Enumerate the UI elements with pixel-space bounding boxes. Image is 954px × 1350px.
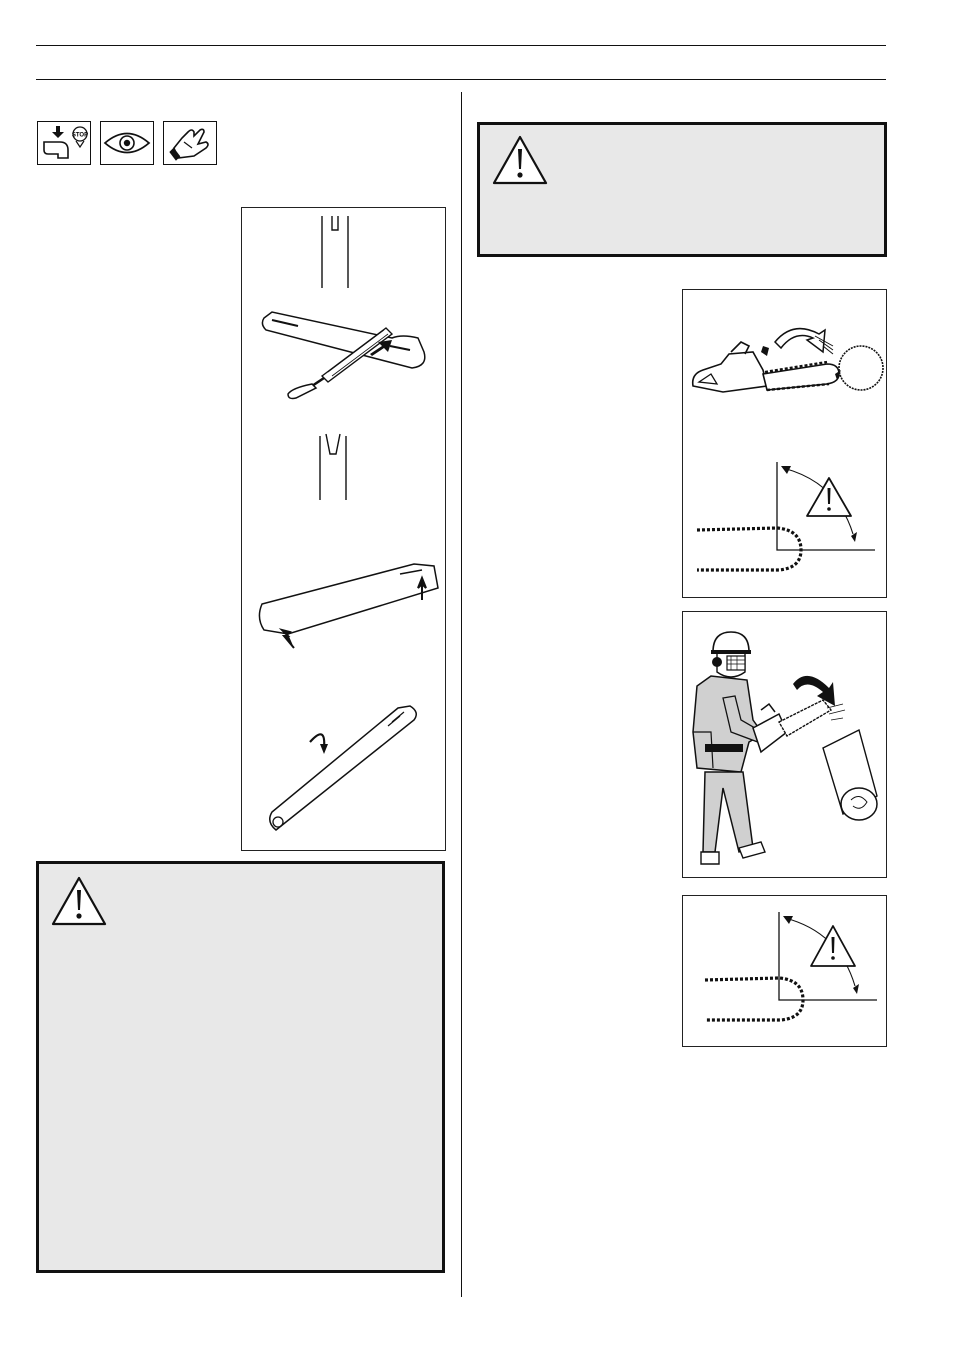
stop-engine-icon bbox=[37, 121, 91, 165]
header-rule-bottom bbox=[36, 79, 886, 80]
kickback-zone-illustration bbox=[682, 289, 887, 598]
warning-triangle-icon bbox=[49, 874, 109, 928]
bar-groove-filing-illustration bbox=[241, 207, 446, 851]
eye-protection-icon bbox=[100, 121, 154, 165]
operator-kickback-illustration bbox=[682, 611, 887, 878]
warning-triangle-icon bbox=[490, 133, 550, 187]
chain-angle-warning-illustration bbox=[682, 895, 887, 1047]
header-rule-top bbox=[36, 45, 886, 46]
svg-text:STOP: STOP bbox=[71, 132, 89, 139]
protective-gloves-icon bbox=[163, 121, 217, 165]
warning-box-right bbox=[477, 122, 887, 257]
warning-box-left bbox=[36, 861, 445, 1273]
column-divider bbox=[461, 92, 462, 1297]
